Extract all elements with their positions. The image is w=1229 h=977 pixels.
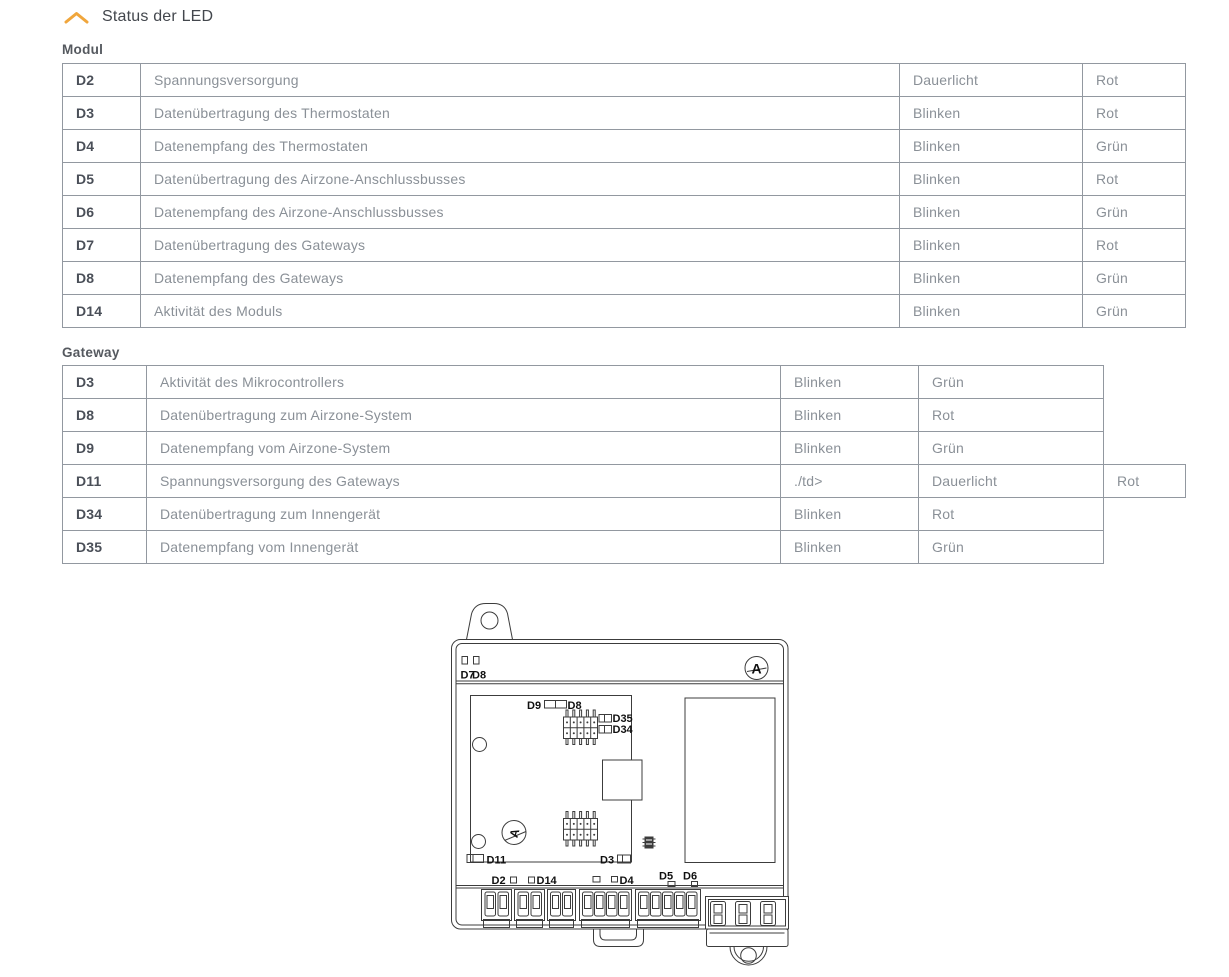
mode-cell: Blinken [899,228,1083,262]
label-d11: D11 [486,854,507,867]
color-cell: Grün [1082,195,1186,229]
color-cell: Grün [1082,261,1186,295]
pin-header-bottom [564,812,598,847]
mode-cell: Blinken [899,162,1083,196]
led-id-cell: D14 [62,294,141,328]
description-cell: Datenempfang vom Airzone-System [146,431,781,465]
label-d5: D5 [659,870,674,883]
gateway-logo-letter: A [506,827,523,840]
description-cell: Datenempfang vom Innengerät [146,530,781,564]
table-row [62,530,1186,564]
led-id-cell: D9 [62,431,147,465]
terminal-block [515,890,545,928]
description-cell: Aktivität des Moduls [140,294,900,328]
color-cell: Grün [918,431,1104,465]
mounting-tab-top [467,604,513,640]
section-header-status-der-led[interactable] [63,8,213,26]
terminal-block [482,890,512,928]
led-id-cell: D6 [62,195,141,229]
led-id-cell: D11 [62,464,147,498]
led-id-cell: D3 [62,96,141,130]
gateway-table-label: Gateway [62,345,120,360]
din-clip-bottom [594,930,644,947]
mode-cell: Blinken [899,129,1083,163]
description-cell: Spannungsversorgung [140,63,900,97]
description-cell: Datenübertragung zum Innengerät [146,497,781,531]
mode-cell: Blinken [780,530,919,564]
led-d35-d34 [599,715,612,734]
label-d34: D34 [612,724,633,736]
color-cell: Rot [1082,63,1186,97]
led-id-cell: D2 [62,63,141,97]
label-d14: D14 [536,875,557,887]
terminal-block [580,890,632,928]
table-row [62,96,1186,130]
table-row [62,228,1186,262]
board-hole-icon [473,738,487,752]
color-cell: Rot [1082,228,1186,262]
mode-cell: Blinken [780,431,919,465]
description-cell: Datenempfang des Gateways [140,261,900,295]
label-d6: D6 [683,870,698,883]
gateway-table [62,365,1186,564]
color-cell: Rot [1082,162,1186,196]
label-d7: D7 [460,669,475,682]
terminal-block [636,890,701,928]
table-row [62,129,1186,163]
description-cell: Datenübertragung des Airzone-Anschlussbusses [140,162,900,196]
power-connector [706,897,789,947]
label-d9: D9 [527,700,542,712]
board-connector [603,760,643,800]
color-overflow-cell: Rot [1103,464,1186,498]
color-cell: Rot [1082,96,1186,130]
led-d9-d8-gateway [545,701,567,709]
mode-cell: Dauerlicht [918,464,1104,498]
description-cell: Datenübertragung des Gateways [140,228,900,262]
mode-cell: Blinken [899,294,1083,328]
label-d8-top: D8 [472,669,487,682]
label-d4: D4 [619,875,634,887]
modul-table [62,63,1186,328]
led-d11 [467,855,484,863]
ic-chip-icon [643,837,656,849]
mode-cell: Blinken [780,398,919,432]
section-title: Status der LED [102,8,214,25]
color-cell: Grün [1082,294,1186,328]
mounting-tab-bottom [730,947,767,966]
modul-table-label: Modul [62,42,104,57]
pin-header-top [564,710,598,745]
table-row [62,63,1186,97]
mode-cell: Blinken [780,497,919,531]
table-row [62,365,1186,399]
terminal-block [548,890,576,928]
table-row [62,431,1186,465]
color-cell: Grün [918,365,1104,399]
label-d8-gateway: D8 [567,700,582,712]
color-cell: Grün [918,530,1104,564]
mode-cell: Blinken [899,261,1083,295]
color-cell: Rot [918,398,1104,432]
led-id-cell: D8 [62,398,147,432]
led-id-cell: D35 [62,530,147,564]
mode-cell: Blinken [899,195,1083,229]
description-cell: Spannungsversorgung des Gateways [146,464,781,498]
label-d2: D2 [491,875,506,887]
description-cell: Datenübertragung des Thermostaten [140,96,900,130]
label-d35: D35 [612,713,633,725]
table-row [62,195,1186,229]
table-row [62,497,1186,531]
led-id-cell: D7 [62,228,141,262]
led-d7-d8 [462,657,479,665]
color-cell: Rot [918,497,1104,531]
board-hole-icon [472,835,486,849]
top-strip-divider [456,681,784,684]
table-row-with-overflow-cell [62,464,1186,498]
mode-cell: Dauerlicht [899,63,1083,97]
description-cell: Datenempfang des Thermostaten [140,129,900,163]
chevron-up-icon[interactable] [63,10,90,25]
broken-markup-cell: ./td> [780,464,919,498]
led-id-cell: D3 [62,365,147,399]
description-cell: Datenempfang des Airzone-Anschlussbusses [140,195,900,229]
power-section-outline [685,698,775,863]
led-id-cell: D5 [62,162,141,196]
description-cell: Aktivität des Mikrocontrollers [146,365,781,399]
mode-cell: Blinken [899,96,1083,130]
led-id-cell: D8 [62,261,141,295]
brand-logo-letter: A [751,660,762,677]
table-row [62,162,1186,196]
pcb-diagram [448,598,793,977]
table-row [62,261,1186,295]
mode-cell: Blinken [780,365,919,399]
led-id-cell: D4 [62,129,141,163]
table-row [62,398,1186,432]
mounting-hole-icon [481,612,498,629]
color-cell: Grün [1082,129,1186,163]
led-id-cell: D34 [62,497,147,531]
table-row [62,294,1186,328]
label-d3: D3 [600,854,615,867]
description-cell: Datenübertragung zum Airzone-System [146,398,781,432]
